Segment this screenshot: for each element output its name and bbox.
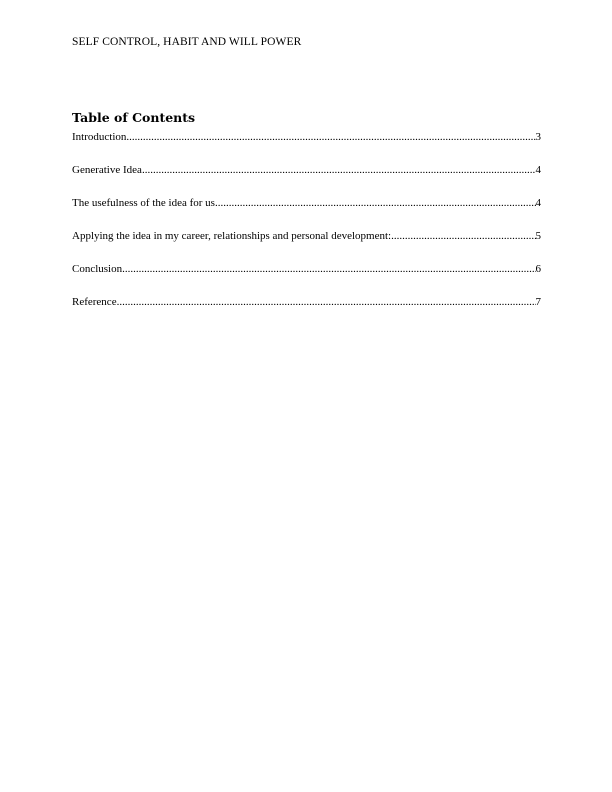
toc-entry-page: 4 <box>535 164 541 176</box>
toc-dot-leader <box>126 130 535 144</box>
toc-dot-leader <box>117 295 536 309</box>
toc-dot-leader <box>142 163 536 177</box>
toc-entry-label: Generative Idea <box>72 164 142 176</box>
toc-entry-introduction[interactable] <box>72 130 541 163</box>
toc-title: Table of Contents <box>72 110 196 125</box>
toc-entry-label: The usefulness of the idea for us <box>72 197 215 209</box>
toc-entry-page: 5 <box>535 230 541 242</box>
toc-entry-page: 4 <box>535 197 541 209</box>
toc-entry-reference[interactable] <box>72 295 541 328</box>
toc-dot-leader <box>391 229 535 243</box>
toc-entry-page: 6 <box>535 263 541 275</box>
toc-dot-leader <box>215 196 536 210</box>
toc-entry-label: Applying the idea in my career, relationships and personal development: <box>72 230 392 242</box>
toc-entry-applying-idea[interactable] <box>72 229 541 262</box>
running-head: SELF CONTROL, HABIT AND WILL POWER <box>72 36 302 48</box>
toc-entry-generative-idea[interactable] <box>72 163 541 196</box>
toc-entry-label: Introduction <box>72 131 127 143</box>
toc-entry-label: Reference <box>72 296 117 308</box>
toc-dot-leader <box>122 262 535 276</box>
toc-entry-usefulness[interactable] <box>72 196 541 229</box>
toc-entry-page: 3 <box>535 131 541 143</box>
toc-entry-conclusion[interactable] <box>72 262 541 295</box>
toc-entry-page: 7 <box>535 296 541 308</box>
table-of-contents <box>72 130 541 328</box>
toc-entry-label: Conclusion <box>72 263 123 275</box>
